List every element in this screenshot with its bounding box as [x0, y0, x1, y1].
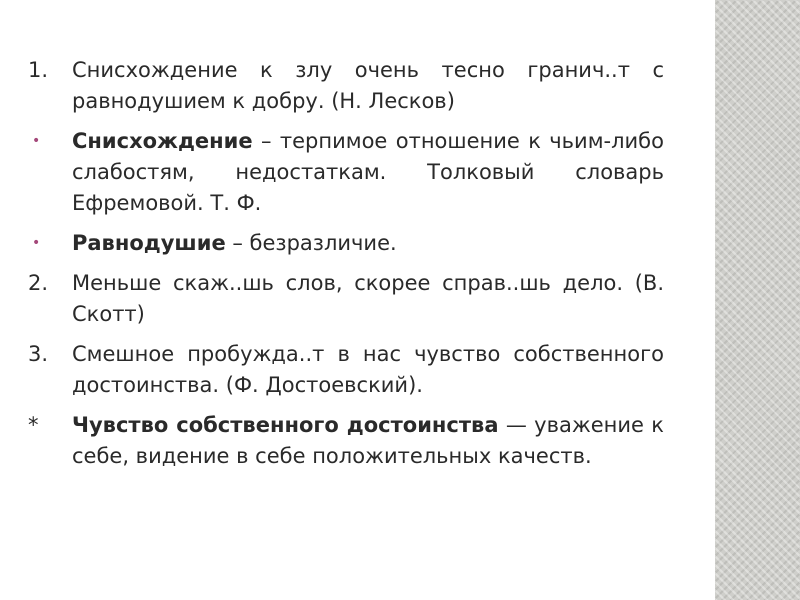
term: Снисхождение: [72, 129, 253, 153]
bullet-item-snishozhdenie: [28, 126, 664, 219]
item-text: Меньше скаж..шь слов, скорее справ..шь дело. (В. Скотт): [72, 271, 664, 326]
asterisk-marker: *: [28, 413, 39, 437]
definition: – терпимое отношение к чьим-либо слабостям, недостаткам. Толковый словарь Ефремовой. Т. Ф.: [72, 129, 664, 215]
slide-content: [28, 55, 664, 481]
bullet-icon: •: [32, 235, 41, 251]
bullet-icon: •: [32, 133, 41, 149]
term: Чувство собственного достоинства: [72, 413, 499, 437]
decorative-side-panel: [715, 0, 800, 600]
list-item-3: [28, 339, 664, 401]
list-item-2: [28, 268, 664, 330]
item-number: 1.: [28, 58, 49, 82]
item-text: Смешное пробужда..т в нас чувство собственного достоинства. (Ф. Достоевский).: [72, 342, 664, 397]
list-item-1: [28, 55, 664, 117]
term: Равнодушие: [72, 231, 226, 255]
item-text: Снисхождение к злу очень тесно гранич..т с равнодушием к добру. (Н. Лесков): [72, 58, 664, 113]
bullet-item-ravnodushie: [28, 228, 664, 259]
definition: — уважение к себе, видение в себе положительных качеств.: [72, 413, 664, 468]
item-number: 2.: [28, 271, 49, 295]
asterisk-item-dostoinstvo: [28, 410, 664, 472]
item-number: 3.: [28, 342, 49, 366]
definition: – безразличие.: [225, 231, 397, 255]
